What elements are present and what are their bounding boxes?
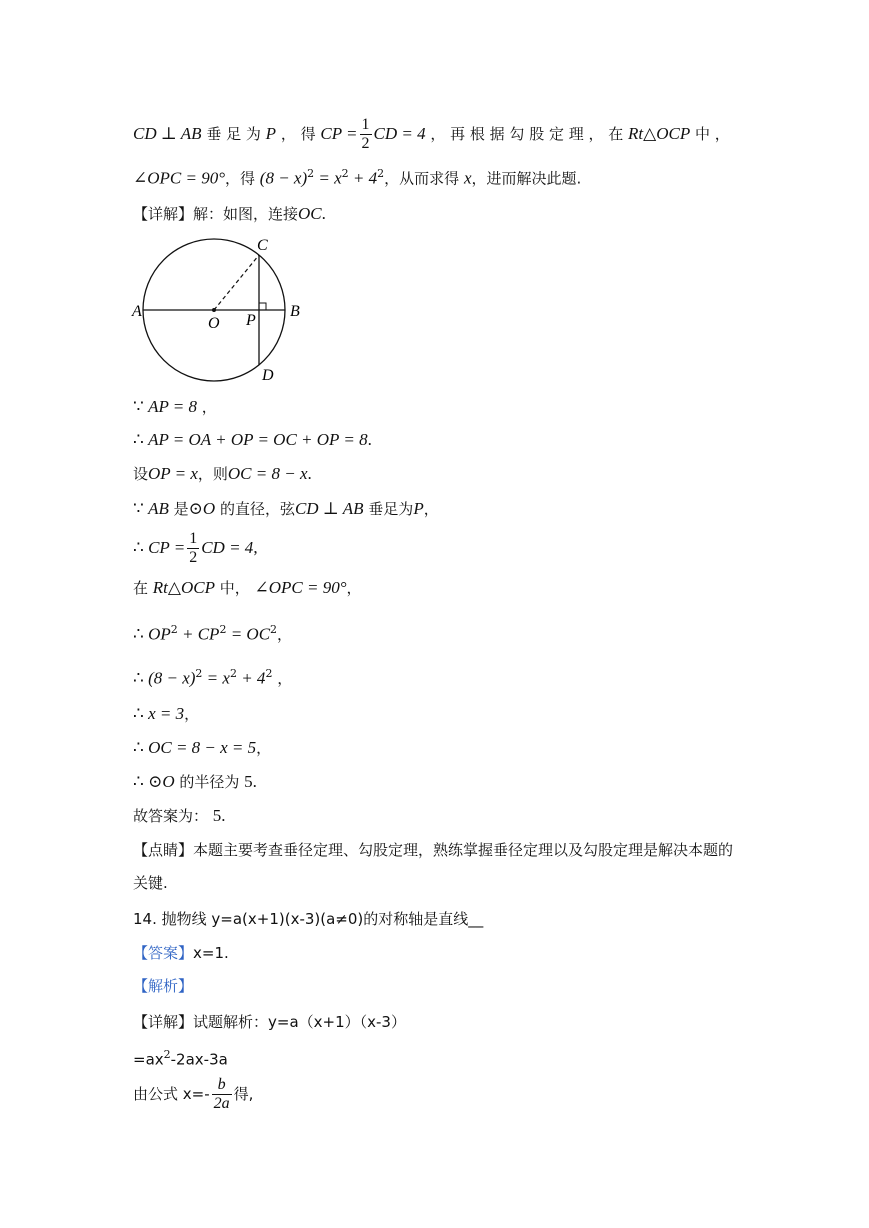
analysis-label-line (133, 974, 193, 998)
line-10: ∴ $OP^2 + CP^2 = OC^2$， (133, 623, 293, 644)
line-9: 在 Rt△OCP 中， ∠OPC = 90°， (133, 578, 362, 597)
line-17: 关键. (133, 874, 168, 892)
line-4: ∵ AP = 8 ， (133, 397, 217, 416)
line-13: ∴ OC = 8 − x = 5， (133, 738, 272, 757)
line-23: 由公式 x=- $\frac{b}{2a}$ 得, (133, 1076, 254, 1112)
line-16: 【点睛】本题主要考查垂径定理、勾股定理，熟练掌握垂径定理以及勾股定理是解决本题的 (133, 841, 734, 859)
line-12: ∴ x = 3， (133, 704, 200, 723)
label-p: P (246, 312, 256, 329)
label-c: C (257, 237, 268, 254)
answer-line: 【答案】x=1. (133, 944, 229, 962)
line-14: ∴ ⊙O 的半径为 5. (133, 772, 257, 791)
circle-figure (130, 232, 310, 390)
line-21: 【详解】试题解析：y=a（x+1）（x-3） (133, 1013, 406, 1031)
line-22: $=ax^2-2ax-3a$ (133, 1048, 228, 1069)
label-o: O (208, 315, 220, 332)
line-6: 设OP = x，则OC = 8 − x. (133, 464, 312, 483)
line-1: CD ⊥ AB 垂 足 为 P ， 得 CP = $\frac{1}{2}$ CD = 4 ， 再 根 据 勾 股 定 理 ， 在 Rt△OCP 中 ， (133, 116, 730, 152)
line-5: ∴ AP = OA + OP = OC + OP = 8. (133, 430, 372, 449)
fraction-b-over-2a: $\frac{b}{2a}$ (213, 1076, 230, 1112)
label-d: D (262, 367, 274, 384)
line-3: 【详解】解：如图，连接OC. (133, 204, 326, 223)
label-a: A (132, 303, 142, 320)
line-8: ∴ CP = $\frac{1}{2}$ CD = 4, (133, 530, 258, 566)
analysis-label: 【解析】 (133, 977, 194, 995)
line-15: 故答案为： 5. (133, 806, 226, 825)
right-angle-mark (259, 303, 266, 310)
fraction-half: $\frac{1}{2}$ (361, 116, 370, 152)
center-dot (212, 308, 216, 312)
line-11: ∴ $(8 - x)^2 = x^2 + 4^2$ ， (133, 667, 293, 688)
question-14: 14. 抛物线 y=a(x+1)(x-3)(a≠0)的对称轴是直线__ (133, 910, 484, 928)
label-b: B (290, 303, 300, 320)
answer-label: 【答案】 (133, 944, 194, 962)
line-2: ∠OPC = 90°，得 $(8 - x)^2 = x^2 + 4^2$，从而求得 x，进而解决此题. (133, 167, 582, 188)
segment-oc (214, 255, 259, 310)
line-7: ∵ AB 是⊙O 的直径，弦CD ⊥ AB 垂足为P， (133, 499, 439, 518)
fraction-half: $\frac{1}{2}$ (189, 530, 198, 566)
